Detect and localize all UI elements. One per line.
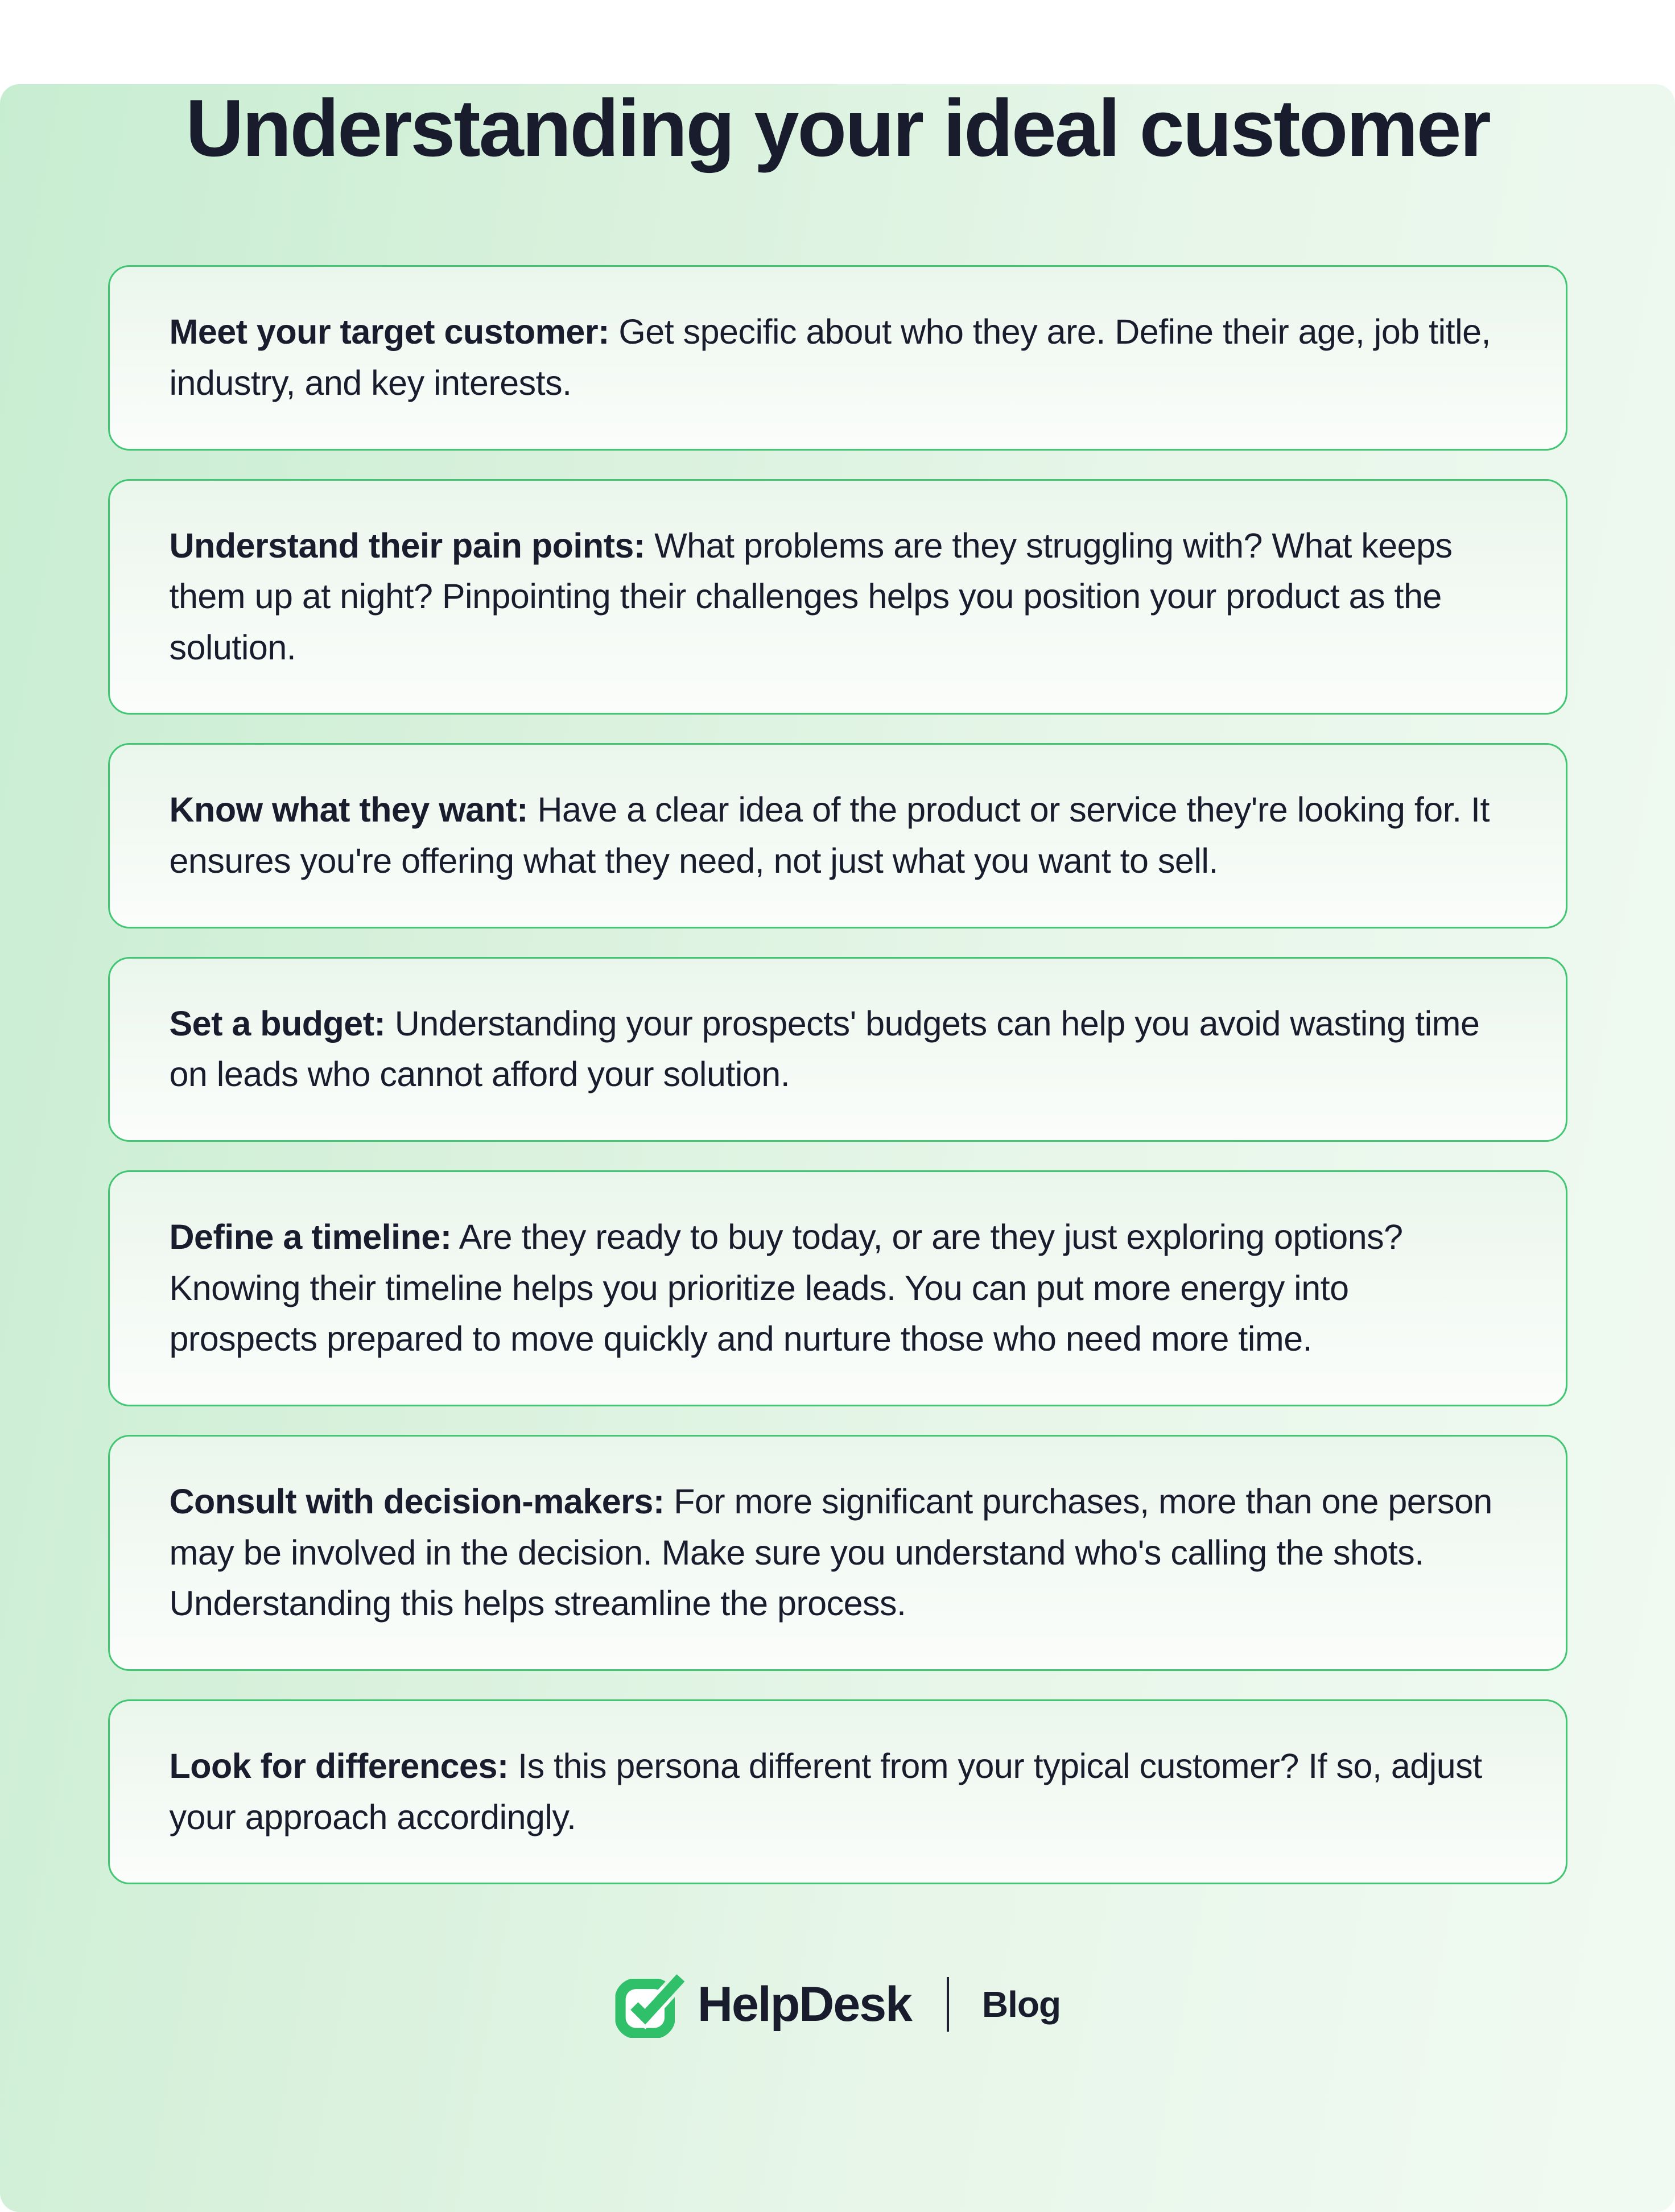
tip-lead: Set a budget: <box>169 1004 386 1043</box>
tip-text <box>170 307 1506 408</box>
tip-body: Have a clear idea of the product or service they're looking for. It ensures you're offering what they need, not just what you want to sell. <box>169 790 1490 881</box>
tip-body: What problems are they struggling with? What keeps them up at night? Pinpointing their challenges helps you position your product as the solution. <box>169 526 1453 667</box>
tip-text <box>170 521 1506 674</box>
tips-list <box>108 265 1567 1884</box>
tip-lead: Define a timeline: <box>169 1218 452 1257</box>
tip-card-define-a-timeline <box>108 1170 1567 1406</box>
tip-body: Are they ready to buy today, or are they just exploring options? Knowing their timeline helps you prioritize leads. You can put more energy into prospects prepared to move quickly and nurture those who need more time. <box>169 1218 1403 1359</box>
tip-card-consult-with-decision-makers <box>108 1435 1567 1671</box>
site-label: Blog <box>981 1984 1061 2025</box>
tip-text <box>170 785 1506 886</box>
tip-body: For more significant purchases, more than one person may be involved in the decision. Make sure you understand who's calling the shots. Understanding this helps streamline the process. <box>169 1482 1492 1623</box>
tip-lead: Look for differences: <box>169 1747 509 1786</box>
tip-lead: Understand their pain points: <box>169 526 645 565</box>
tip-lead: Meet your target customer: <box>169 312 609 352</box>
footer-divider <box>947 1977 949 2032</box>
brand-name: HelpDesk <box>697 1976 911 2032</box>
page-title: Understanding your ideal customer <box>185 83 1490 174</box>
tip-card-know-what-they-want <box>108 743 1567 928</box>
tip-text <box>170 1212 1506 1365</box>
tip-text <box>170 1741 1506 1843</box>
tip-card-set-a-budget <box>108 957 1567 1142</box>
helpdesk-check-icon <box>614 1971 687 2038</box>
tip-text <box>170 1476 1506 1629</box>
tip-card-meet-your-target-customer <box>108 265 1567 450</box>
tip-text <box>170 998 1506 1100</box>
tip-body: Get specific about who they are. Define their age, job title, industry, and key interests. <box>169 312 1491 402</box>
tip-lead: Consult with decision-makers: <box>169 1482 665 1521</box>
tip-body: Is this persona different from your typical customer? If so, adjust your approach accordingly. <box>169 1747 1482 1837</box>
tip-card-look-for-differences <box>108 1699 1567 1884</box>
helpdesk-logo <box>614 1971 911 2038</box>
tip-body: Understanding your prospects' budgets can help you avoid wasting time on leads who cannot afford your solution. <box>169 1004 1480 1094</box>
footer <box>0 1971 1675 2038</box>
tip-lead: Know what they want: <box>169 790 528 830</box>
tip-card-understand-their-pain-points <box>108 479 1567 715</box>
